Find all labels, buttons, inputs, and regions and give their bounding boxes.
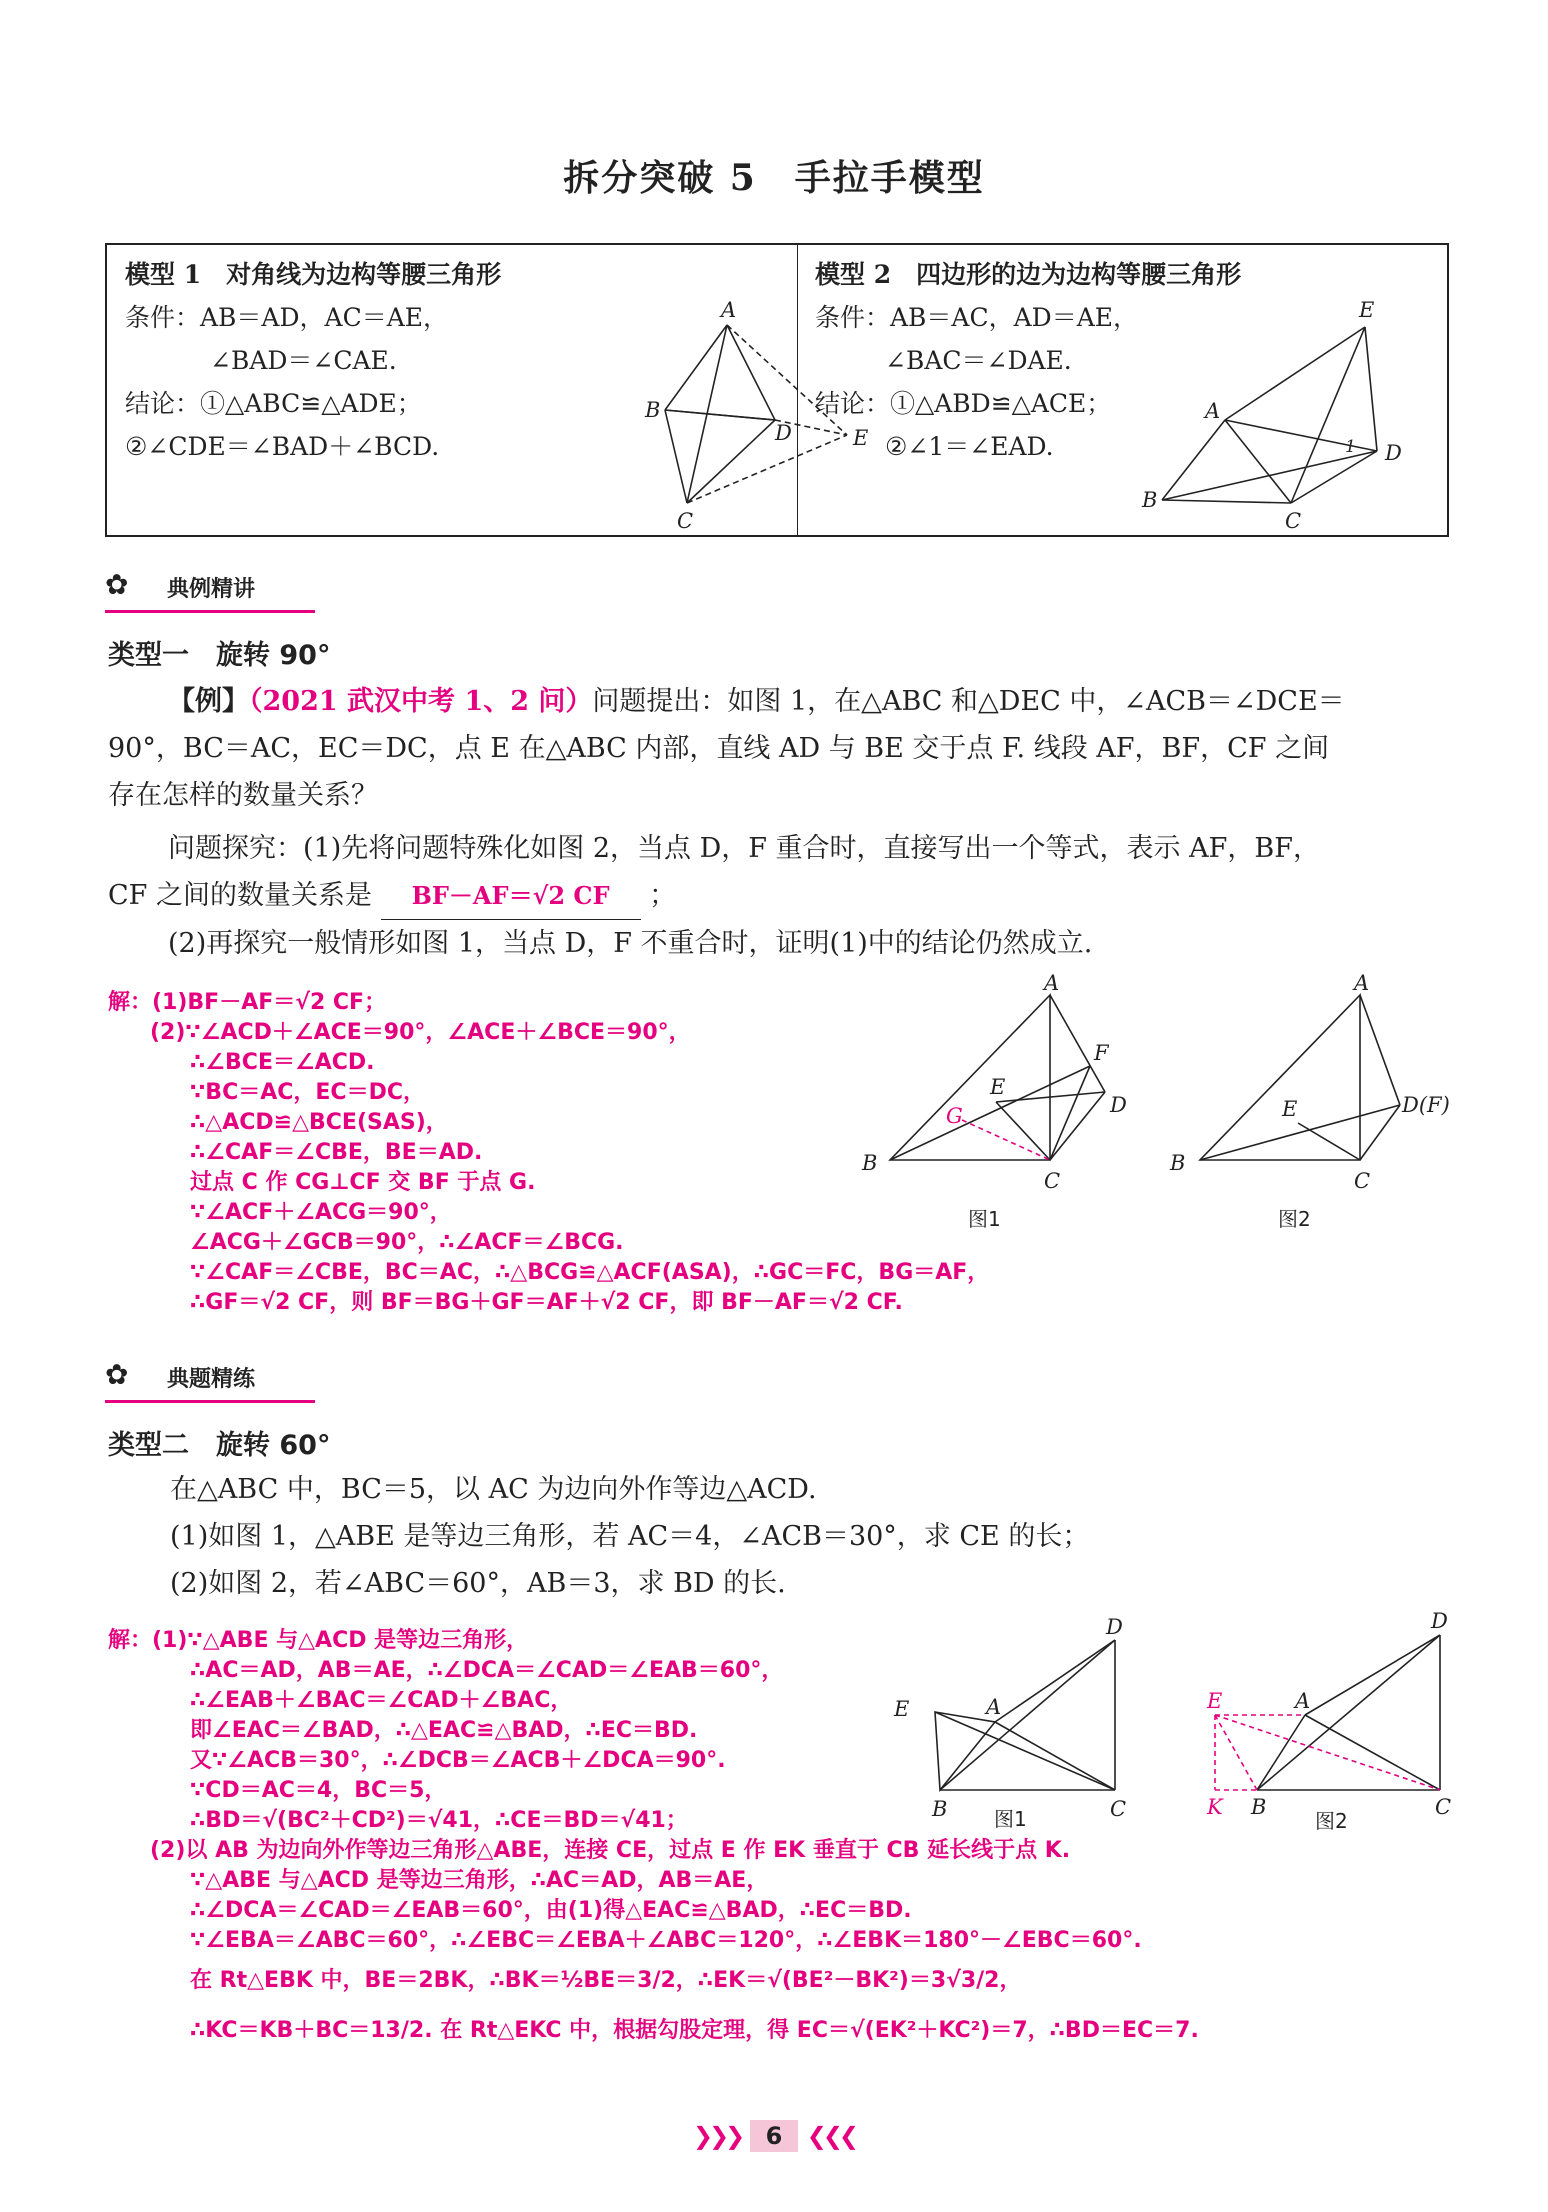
fig3-label-d: D [1106,1615,1123,1639]
fig2-label-c: C [1354,1169,1371,1193]
section-tag-underline [105,1400,315,1403]
sol1-line: 解：(1)BF－AF＝√2 CF； [108,990,387,1015]
sol2-line: ∴KC＝KB＋BC＝13/2. 在 Rt△EKC 中，根据勾股定理，得 EC＝√(EK²＋KC²)＝7，∴BD＝EC＝7. [190,2018,1199,2043]
example-answer: BF－AF＝√2 CF [381,872,641,920]
fig4-label-e: E [1207,1689,1223,1713]
model1-figure [527,245,869,535]
fig2-label-df: D(F) [1402,1093,1450,1117]
page-title: 拆分突破 5 手拉手模型 [563,157,985,199]
example-bracket: 【例】 [168,686,249,717]
fig3-label-c: C [1110,1797,1127,1821]
example-line2: 90°，BC＝AC，EC＝DC，点 E 在△ABC 内部，直线 AD 与 BE 交于点 F. 线段 AF，BF，CF 之间 [108,733,1330,764]
fig1-label-f: F [1094,1041,1109,1065]
example-line1: 问题提出：如图 1，在△ABC 和△DEC 中，∠ACB＝∠DCE＝ [592,686,1345,717]
sol1-line: ∴∠BCE＝∠ACD. [190,1050,375,1075]
problem2-line: (2)如图 2，若∠ABC＝60°，AB＝3，求 BD 的长. [170,1568,786,1599]
model1-label-a: A [721,298,737,322]
example-line5b: ； [649,880,677,911]
fig4-caption: 图2 [1315,1809,1348,1833]
model1-cond2: ∠BAD＝∠CAE. [210,346,397,375]
sol2-line: ∵CD＝AC＝4，BC＝5， [190,1778,447,1803]
sol2-line: 解：(1)∵△ABE 与△ACD 是等边三角形， [108,1628,529,1653]
sol2-line: ∴∠EAB＋∠BAC＝∠CAD＋∠BAC， [190,1688,573,1713]
type1-heading: 类型一 旋转 90° [108,640,331,671]
fig4-label-c: C [1435,1795,1452,1819]
fig1-label-e: E [990,1075,1006,1099]
sol1-line: ∵∠CAF＝∠CBE，BC＝AC，∴△BCG≌△ACF(ASA)，∴GC＝FC，BG＝AF， [190,1260,990,1285]
problem2-line: (1)如图 1，△ABE 是等边三角形，若 AC＝4，∠ACB＝30°，求 CE 的长； [170,1521,1090,1552]
model2-figure [1142,245,1447,535]
sol1-line: ∵BC＝AC，EC＝DC， [190,1080,425,1105]
practice-figure2 [1195,1610,1485,1840]
mascot-icon: ✿ [105,568,129,601]
fig4-label-d: D [1431,1609,1448,1633]
fig2-caption: 图2 [1278,1207,1311,1231]
model1-text [125,253,501,468]
example-figure2 [1170,971,1490,1240]
model2-cond1: 条件：AB＝AC，AD＝AE， [815,303,1139,332]
sol2-line: 在 Rt△EBK 中，BE＝2BK，∴BK＝½BE＝3/2，∴EK＝√(BE²－BK²)＝3√3/2， [190,1968,1022,1993]
fig1-label-d: D [1110,1093,1127,1117]
fig2-label-e: E [1282,1097,1298,1121]
page-number: 6 [750,2120,799,2152]
type2-heading: 类型二 旋转 60° [108,1430,331,1461]
fig4-label-b: B [1251,1795,1267,1819]
problem2-line: 在△ABC 中，BC＝5，以 AC 为边向外作等边△ACD. [170,1474,817,1505]
chevrons-right-icon: ❯❯❯ [692,2122,742,2150]
sol2-line: ∴BD＝√(BC²＋CD²)＝√41，∴CE＝BD＝√41； [190,1808,688,1833]
fig3-label-a: A [986,1695,1002,1719]
example-source: （2021 武汉中考 1、2 问） [249,686,593,717]
example-figure1 [850,971,1140,1240]
section-tag-underline [105,610,315,613]
fig3-label-e: E [894,1697,910,1721]
model1-label-b: B [645,398,661,422]
sol1-line: (2)∵∠ACD＋∠ACE＝90°，∠ACE＋∠BCE＝90°， [150,1020,691,1045]
section-tag-label: 典例精讲 [167,577,256,602]
example-line5a: CF 之间的数量关系是 [108,880,372,911]
model2-concl2: ②∠1＝∠EAD. [885,432,1054,461]
model1-title: 模型 1 对角线为边构等腰三角形 [125,260,502,289]
model2-label-a: A [1205,399,1221,423]
sol2-line: (2)以 AB 为边向外作等边三角形△ABE，连接 CE，过点 E 作 EK 垂直于 CB 延长线于点 K. [150,1838,1071,1863]
fig1-label-b: B [862,1151,878,1175]
sol2-line: ∵△ABE 与△ACD 是等边三角形，∴AC＝AD，AB＝AE， [190,1868,769,1893]
problem2-block [108,1466,1089,1607]
sol2-line: ∴∠DCA＝∠CAD＝∠EAB＝60°，由(1)得△EAC≌△BAD，∴EC＝BD. [190,1898,912,1923]
chevrons-left-icon: ❮❮❮ [806,2122,856,2150]
model1-label-c: C [677,509,694,533]
model2-label-1: 1 [1345,437,1356,457]
example-line3: 存在怎样的数量关系？ [108,780,378,811]
fig1-label-g: G [946,1104,963,1128]
sol2-line: 即∠EAC＝∠BAD，∴△EAC≌△BAD，∴EC＝BD. [190,1718,698,1743]
practice-figure1 [880,1615,1140,1840]
model2-text [815,253,1241,468]
sol2-line: ∴AC＝AD，AB＝AE，∴∠DCA＝∠CAD＝∠EAB＝60°， [190,1658,784,1683]
fig4-label-k: K [1207,1795,1223,1819]
fig4-label-a: A [1295,1689,1311,1713]
example-line4: 问题探究：(1)先将问题特殊化如图 2，当点 D，F 重合时，直接写出一个等式，表示 AF，BF， [168,833,1320,864]
model2-label-d: D [1385,441,1402,465]
fig3-caption: 图1 [994,1807,1027,1831]
fig1-label-a: A [1044,971,1060,995]
model1-concl2: ②∠CDE＝∠BAD＋∠BCD. [125,432,440,461]
sol1-line: ∴∠CAF＝∠CBE，BE＝AD. [190,1140,483,1165]
model2-cond2: ∠BAC＝∠DAE. [885,346,1072,375]
example-line6: (2)再探究一般情形如图 1，当点 D，F 不重合时，证明(1)中的结论仍然成立. [168,928,1093,959]
model1-cond1: 条件：AB＝AD，AC＝AE， [125,303,449,332]
fig1-caption: 图1 [968,1207,1001,1231]
sol2-line: 又∵∠ACB＝30°，∴∠DCB＝∠ACB＋∠DCA＝90°. [190,1748,726,1773]
fig2-label-a: A [1354,971,1370,995]
sol1-line: ∵∠ACF＋∠ACG＝90°， [190,1200,452,1225]
model2-label-c: C [1285,509,1302,533]
model2-concl1: 结论：①△ABD≌△ACE； [815,389,1112,418]
section-tag-label: 典题精练 [167,1367,256,1392]
model2-title: 模型 2 四边形的边为边构等腰三角形 [815,260,1242,289]
fig2-label-b: B [1170,1151,1186,1175]
model2-label-b: B [1142,488,1158,512]
sol1-line: ∴GF＝√2 CF，则 BF＝BG＋GF＝AF＋√2 CF，即 BF－AF＝√2 CF. [190,1290,903,1315]
model2-label-e: E [1359,298,1375,322]
example-block [108,678,1448,967]
sol1-line: ∠ACG＋∠GCB＝90°，∴∠ACF＝∠BCG. [190,1230,624,1255]
fig3-label-b: B [932,1797,948,1821]
model1-concl1: 结论：①△ABC≌△ADE； [125,389,422,418]
sol1-line: 过点 C 作 CG⊥CF 交 BF 于点 G. [190,1170,536,1195]
model1-label-e: E [853,426,869,450]
sol2-line: ∵∠EBA＝∠ABC＝60°，∴∠EBC＝∠EBA＋∠ABC＝120°，∴∠EBK＝180°－∠EBC＝60°. [190,1928,1142,1953]
fig1-label-c: C [1044,1169,1061,1193]
mascot-icon: ✿ [105,1358,129,1391]
model-box [105,243,1449,537]
model1-label-d: D [775,421,792,445]
sol1-line: ∴△ACD≌△BCE(SAS)， [190,1110,448,1135]
page-number-area [0,2120,1548,2152]
